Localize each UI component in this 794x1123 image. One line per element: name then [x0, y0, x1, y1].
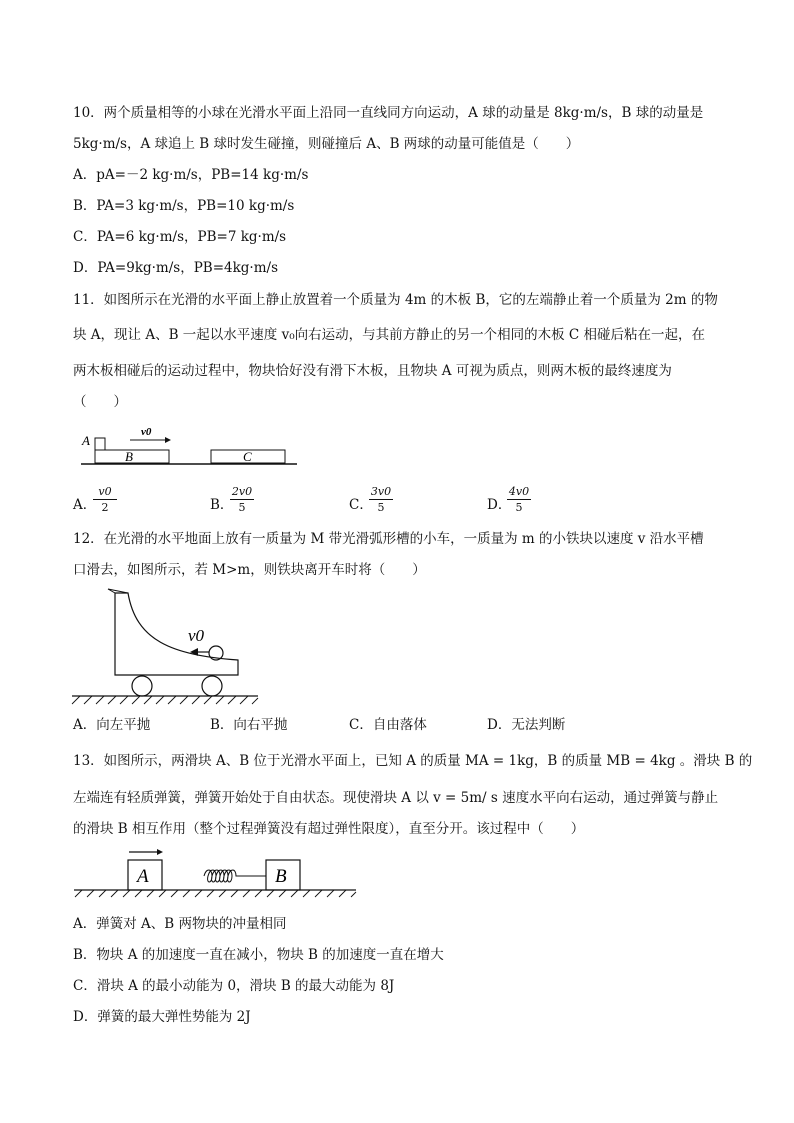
q13-stem-line3: 的滑块 B 相互作用（整个过程弹簧没有超过弹性限度），直至分开。该过程中（ ） [73, 821, 585, 837]
q11-stem-line3: 两木板相碰后的运动过程中，物块恰好没有滑下木板，且物块 A 可视为质点，则两木板的最终速度为 [73, 363, 672, 379]
q11-option-d-den: 5 [515, 501, 523, 514]
q11-option-a-num: v0 [93, 485, 117, 500]
q13-option-a: A．弹簧对 A、B 两物块的冲量相同 [73, 916, 287, 932]
q11-option-c-num: 3v0 [370, 485, 392, 498]
q11-option-a-den: 2 [101, 501, 109, 514]
q11-option-a-letter: A． [73, 497, 97, 513]
q11-option-d-num: 4v0 [508, 485, 530, 498]
q12-cart-body [115, 593, 238, 675]
q11-option-c-den: 5 [377, 501, 385, 514]
q11-block-a [95, 438, 105, 450]
q10-option-a: A．pA=－2 kg·m/s，PB=14 kg·m/s [73, 167, 309, 183]
q11-option-c-fraction [369, 485, 393, 514]
q11-option-d-fraction [507, 485, 531, 514]
q12-label-v0: v0 [188, 626, 205, 645]
q12-stem-line2: 口滑去，如图所示，若 M>m，则铁块离开车时将（ ） [73, 562, 426, 578]
q11-option-b-fraction [230, 485, 254, 514]
q12-figure [70, 585, 260, 710]
q12-stem-line1: 12．在光滑的水平地面上放有一质量为 M 带光滑弧形槽的小车，一质量为 m 的小铁块以速度 v 沿水平槽 [73, 531, 704, 547]
q12-option-c: C．自由落体 [349, 717, 427, 733]
q10-option-c: C．PA=6 kg·m/s，PB=7 kg·m/s [73, 229, 287, 245]
q13-figure [72, 846, 362, 901]
q10-stem-line2: 5kg·m/s，A 球追上 B 球时发生碰撞，则碰撞后 A、B 两球的动量可能值是（ ） [73, 136, 580, 152]
q11-label-b: B [125, 449, 133, 464]
q11-stem-line4: （ ） [73, 394, 127, 410]
q13-stem-line1: 13．如图所示，两滑块 A、B 位于光滑水平面上，已知 A 的质量 MA = 1kg，B 的质量 MB = 4kg 。滑块 B 的 [73, 753, 753, 769]
q11-option-a-fraction [93, 485, 117, 514]
q13-spring [204, 870, 266, 882]
q11-label-c: C [243, 449, 252, 464]
q11-label-v0: v0 [141, 426, 152, 438]
q11-option-b-den: 5 [238, 501, 246, 514]
q13-stem-line2: 左端连有轻质弹簧，弹簧开始处于自由状态。现使滑块 A 以 v = 5m/ s 速度水平向右运动，通过弹簧与静止 [73, 790, 719, 806]
q11-option-b-num: 2v0 [231, 485, 253, 498]
q11-option-b-letter: B． [210, 497, 234, 513]
q13-option-d: D．弹簧的最大弹性势能为 2J [73, 1009, 251, 1025]
q11-label-a: A [82, 433, 90, 448]
q11-stem-line1: 11．如图所示在光滑的水平面上静止放置着一个质量为 4m 的木板 B，它的左端静止着一个质量为 2m 的物 [73, 292, 718, 308]
q11-stem-line2: 块 A，现让 A、B 一起以水平速度 v₀向右运动，与其前方静止的另一个相同的木板 C 相碰后粘在一起，在 [73, 327, 706, 343]
q11-option-d-letter: D． [487, 497, 512, 513]
q13-option-c: C．滑块 A 的最小动能为 0，滑块 B 的最大动能为 8J [73, 978, 395, 994]
q12-wheel-right [202, 676, 222, 696]
q13-label-b: B [275, 866, 287, 887]
q10-option-d: D．PA=9kg·m/s，PB=4kg·m/s [73, 260, 279, 276]
q12-option-d: D．无法判断 [487, 717, 566, 733]
q12-option-b: B．向右平抛 [210, 717, 288, 733]
q12-option-a: A．向左平抛 [73, 717, 151, 733]
q13-label-a: A [137, 866, 149, 887]
q11-option-c-letter: C． [349, 497, 373, 513]
q12-wheel-left [132, 676, 152, 696]
q13-option-b: B．物块 A 的加速度一直在减小，物块 B 的加速度一直在增大 [73, 947, 444, 963]
q11-figure [75, 422, 305, 472]
q10-option-b: B．PA=3 kg·m/s，PB=10 kg·m/s [73, 198, 295, 214]
q10-stem-line1: 10．两个质量相等的小球在光滑水平面上沿同一直线同方向运动，A 球的动量是 8kg·m/s，B 球的动量是 [73, 105, 704, 121]
